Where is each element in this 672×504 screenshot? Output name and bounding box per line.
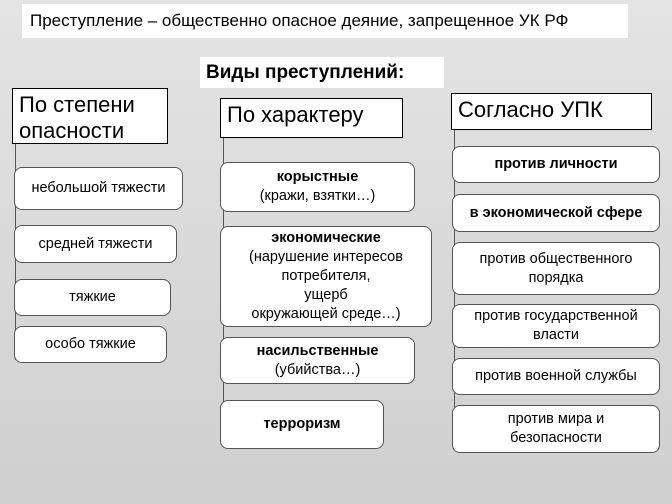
severity-item-minor: небольшой тяжести [14, 167, 183, 210]
character-item-violent: насильственные (убийства…) [220, 337, 415, 384]
character-item-terrorism: терроризм [220, 400, 384, 449]
column-1-heading: По степени опасности [12, 88, 168, 144]
diagram-title: Преступление – общественно опасное деяние, запрещенное УК РФ [22, 4, 628, 38]
upk-item-public-order: против общественного порядка [452, 242, 660, 295]
upk-item-military-service: против военной службы [452, 358, 660, 395]
column-2-heading: По характеру [220, 98, 403, 138]
upk-item-person: против личности [452, 146, 660, 183]
character-item-economic: экономические (нарушение интересов потребителя, ущерб окружающей среде…) [220, 226, 432, 327]
upk-item-peace-security: против мира и безопасности [452, 405, 660, 453]
upk-item-economic-sphere: в экономической сфере [452, 194, 660, 232]
column-3-heading: Согласно УПК [451, 93, 652, 130]
severity-item-especially-grave: особо тяжкие [14, 326, 167, 363]
character-item-mercenary: корыстные (кражи, взятки…) [220, 162, 415, 212]
severity-item-grave: тяжкие [14, 279, 171, 316]
severity-item-medium: средней тяжести [14, 225, 177, 263]
upk-item-state-power: против государственной власти [452, 304, 660, 348]
diagram-subtitle: Виды преступлений: [200, 57, 444, 88]
